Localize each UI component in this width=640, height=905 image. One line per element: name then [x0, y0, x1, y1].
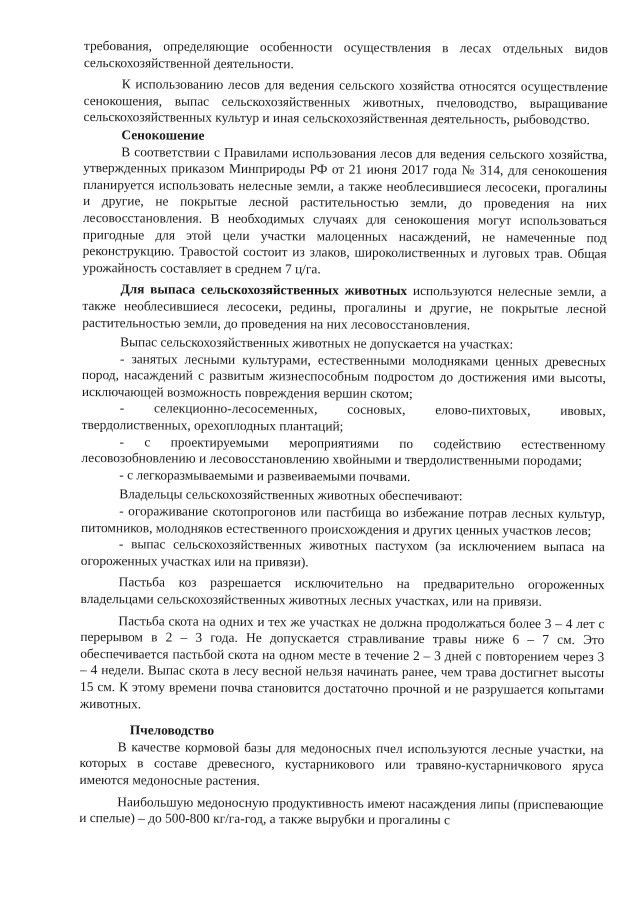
- paragraph-vypas: [82, 281, 606, 334]
- paragraph-pastba: Пастьба скота на одних и тех же участках не должна продолжаться более 3 – 4 лет с перерывом в 2 – 3 года. Не допускается стравливание травы ниже 6 – 7 см. Это обеспечивается пастьбой скота на одном месте в течение 2 – 3 дней с повторением через 3 – 4 недели. Выпас скота в лесу весной нельзя начинать ранее, чем трава достигнет высоты 15 см. К этому времени почва становится достаточно прочной и не разрушается копытами животных.: [79, 612, 605, 711]
- list-item: - селекционно-лесосеменных, сосновых, елово-пихтовых, ивовых, твердолиственных, орехоплодных плантаций;: [81, 400, 606, 434]
- vypas-rest: используются нелесные земли, а также необлесившиеся лесосеки, редины, прогалины и другие, не покрытые лесной растительностью земли, до проведения на них лесовосстановления.: [82, 283, 607, 332]
- paragraph-ne-dopuskaetsya: Выпас сельскохозяйственных животных не допускается на участках:: [120, 334, 514, 352]
- heading-pchelovodstvo: Пчеловодство: [129, 722, 215, 738]
- list-item: - огораживание скотопрогонов или пастбища во избежание потрав лесных культур, питомников, молодняков естественного происхождения и других ценных участков лесов;: [80, 503, 606, 538]
- paragraph-naibolshuyu: Наибольшую медоносную продуктивность имеют насаждения липы (приспевающие и спелые) – до 500-800 кг/га-год, а также вырубки и прогалины с: [79, 793, 604, 828]
- list-item: - с легкоразмываемыми и развеиваемыми почвами.: [119, 467, 411, 484]
- paragraph-senokoshenie: В соответствии с Правилами использования лесов для ведения сельского хозяйства, утвержденных приказом Минприроды РФ от 21 июня 2017 года № 314, для сенокошения планируется использовать нелесные земли, а также необлесившиеся лесосеки, прогалины и другие, не покрытые лесной растительностью земли, до проведения на них лесовосстановления. В необходимых случаях для сенокошения могут использоваться пригодные для этой цели участки малоценных насаждений, не намеченные под реконструкцию. Травостой состоит из злаков, широколиственных и луговых трав. Общая урожайность составляет в среднем 7 ц/га.: [82, 143, 608, 277]
- list-item: - с проектируемыми мероприятиями по содействию естественному лесовозобновлению и лесовосстановлению хвойными и твердолиственными породами;: [81, 433, 606, 469]
- list-item: - занятых лесными культурами, естественными молодняками ценных древесных пород, насаждений с развитым жизнеспособным подростом до достижения ими высоты, исключающей возможность повреждения вершин скотом;: [81, 350, 607, 401]
- document-page: [79, 38, 608, 830]
- vypas-bold-phrase: Для выпаса сельскохозяйственных животных: [120, 281, 408, 299]
- paragraph-vladeltsy: Владельцы сельскохозяйственных животных обеспечивают:: [119, 486, 463, 504]
- list-item: - выпас сельскохозяйственных животных пастухом (за исключением выпаса на огороженных участках или на привязи).: [80, 536, 605, 570]
- paragraph-koz: Пастьба коз разрешается исключительно на предварительно огороженных владельцами сельскохозяйственных животных лесных участках, или на привязи.: [80, 574, 605, 609]
- paragraph-intro: требования, определяющие особенности осуществления в лесах отдельных видов сельскохозяйственной деятельности.: [83, 38, 608, 71]
- heading-senokoshenie: Сенокошение: [121, 127, 205, 143]
- paragraph-kormovaya: В качестве кормовой базы для медоносных пчел используются лесные участки, на которых в составе древесного, кустарникового или травяно-кустарничкового яруса имеются медоносные растения.: [79, 738, 604, 789]
- paragraph-uses: К использованию лесов для ведения сельского хозяйства относятся осуществление сенокошения, выпас сельскохозяйственных животных, пчеловодство, выращивание сельскохозяйственных культур и иная сельскохозяйственная деятельность, рыбоводство.: [83, 76, 608, 128]
